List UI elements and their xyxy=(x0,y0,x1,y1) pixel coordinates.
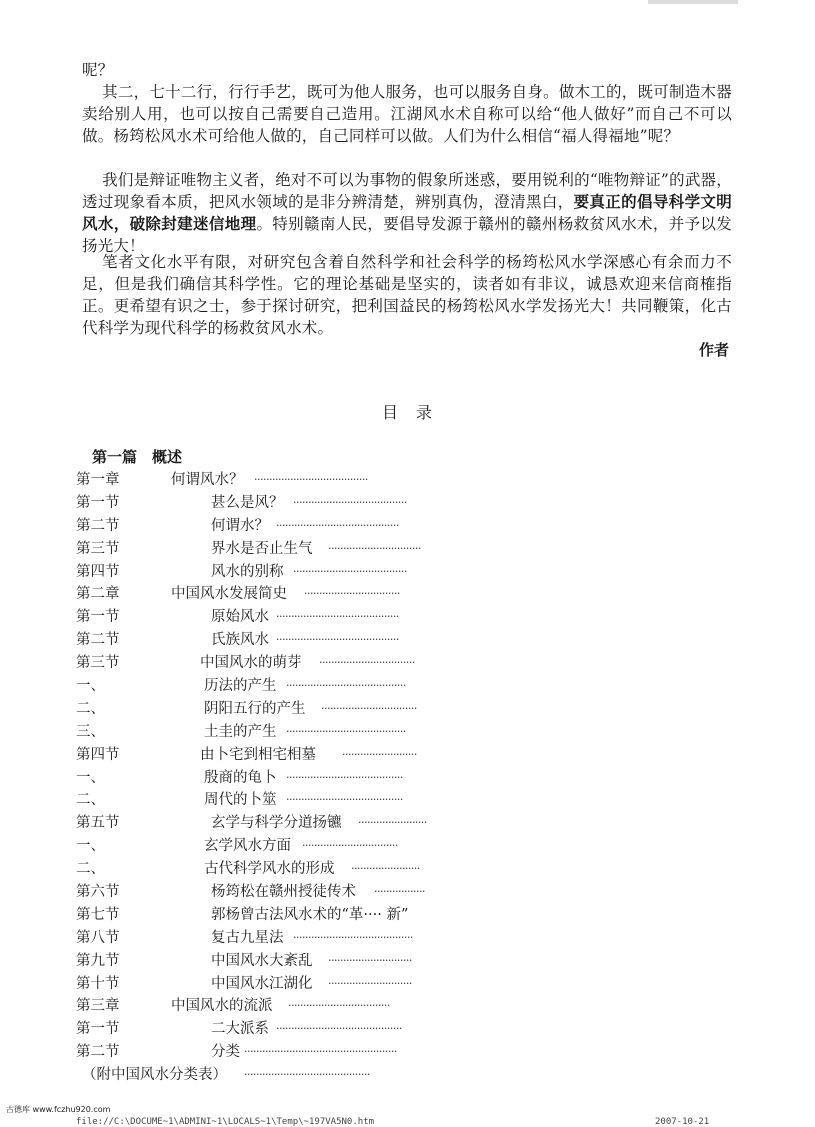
toc-entry-title: 中国风水的萌芽 xyxy=(200,655,302,672)
toc-label: 一、 xyxy=(76,678,105,695)
toc-entry-title: 中国风水大紊乱 xyxy=(211,952,313,969)
toc-row[interactable] xyxy=(76,538,796,561)
paragraph-2-emphasis: 要真正的倡导科学文明风水，破除封建迷信地理 xyxy=(82,193,732,233)
toc-row[interactable] xyxy=(76,652,796,675)
toc-entry-title: 甚么是风？ xyxy=(211,494,284,511)
paragraph-2-end: 。特别赣南人民，要倡导发源于赣州的赣州杨救贫风水术，并予以发扬光大！ xyxy=(82,215,732,255)
toc-leader-dots: ···························· xyxy=(328,976,412,990)
toc-label: 一、 xyxy=(76,769,105,786)
toc-leader-dots: ······································ xyxy=(293,564,407,578)
toc-row[interactable] xyxy=(76,583,796,606)
toc-entry-title: 何谓水？ xyxy=(211,517,269,534)
toc-row[interactable] xyxy=(76,812,796,835)
toc-row[interactable] xyxy=(76,1041,796,1064)
toc-row[interactable] xyxy=(76,675,796,698)
paragraph-2-start: 我们是辩证唯物主义者，绝对不可以为事物的假象所迷惑，要用锐利的“唯物辩证”的武器，透过现象看本质，把风水领域的是非分辨清楚，辨别真伪，澄清黑白， xyxy=(82,171,732,211)
toc-label: 第二节 xyxy=(76,1044,120,1061)
paragraph-2 xyxy=(82,169,732,257)
toc-row[interactable] xyxy=(76,561,796,584)
toc-leader-dots: ······································ xyxy=(254,473,368,486)
toc-label: 三、 xyxy=(76,723,105,740)
toc-entry-title: 二大派系 xyxy=(211,1021,269,1038)
part-title: 第一篇 概述 xyxy=(92,448,183,466)
toc-label: 第二章 xyxy=(76,586,120,603)
toc-leader-dots: ········································ xyxy=(286,679,406,693)
toc-leader-dots: ································ xyxy=(302,839,398,853)
toc-row[interactable] xyxy=(76,515,796,538)
toc-label: 第八节 xyxy=(76,929,120,946)
toc-entry-title: 氏族风水 xyxy=(211,632,269,649)
toc-label: 第一章 xyxy=(76,472,120,488)
toc-leader-dots: ········································· xyxy=(276,518,399,532)
author-signature: 作者 xyxy=(698,341,729,359)
toc-entry-title: 郭杨曾古法风水术的“革···· 新” xyxy=(211,906,409,923)
toc-row[interactable] xyxy=(76,950,796,973)
toc-label: （附中国风水分类表） xyxy=(82,1067,227,1084)
toc-row[interactable] xyxy=(76,721,796,744)
toc-entry-title: 土圭的产生 xyxy=(204,723,277,740)
toc-leader-dots: ······························· xyxy=(328,541,421,555)
toc-label: 第一节 xyxy=(76,1021,120,1038)
toc-row[interactable] xyxy=(76,744,796,767)
toc-row[interactable] xyxy=(76,1064,796,1087)
toc-leader-dots: ·········································· xyxy=(276,1022,402,1036)
toc-leader-dots: ········································· xyxy=(276,610,399,624)
toc-leader-dots: ······································ xyxy=(293,495,407,509)
toc-row[interactable] xyxy=(76,927,796,950)
toc-entry-title: 阴阳五行的产生 xyxy=(204,700,306,717)
toc-entry-title: 界水是否止生气 xyxy=(211,540,313,557)
toc-entry-title: 杨筠松在赣州授徒传术 xyxy=(211,884,356,901)
toc-leader-dots: ························· xyxy=(342,747,417,761)
toc-leader-dots: ········································ xyxy=(286,724,406,738)
toc-leader-dots: ········································ xyxy=(293,930,413,944)
toc-entry-title: 何谓风水？ xyxy=(171,472,244,488)
toc-label: 第二节 xyxy=(76,517,120,534)
toc-leader-dots: ································ xyxy=(304,587,400,601)
toc-entry-title: 由卜宅到相宅相墓 xyxy=(200,746,316,763)
toc-entry-title: 原始风水 xyxy=(211,609,269,626)
toc-title: 目 录 xyxy=(381,403,433,422)
toc-entry-title: 风水的别称 xyxy=(211,563,284,580)
toc-label: 第六节 xyxy=(76,884,120,901)
toc-label: 第二节 xyxy=(76,632,120,649)
toc-label: 二、 xyxy=(76,700,105,717)
toc-leader-dots: ································ xyxy=(319,656,415,670)
toc-leader-dots: ······················· xyxy=(351,862,420,876)
toc-leader-dots: ················· xyxy=(374,885,425,899)
toc-label: 二、 xyxy=(76,792,105,809)
toc-entry-title: 玄学与科学分道扬镳 xyxy=(211,815,342,832)
toc-entry-title: 中国风水发展简史 xyxy=(171,586,287,603)
paragraph-1: 其二，七十二行，行行手艺，既可为他人服务，也可以服务自身。做木工的，既可制造木器卖给别人用，也可以按自己需要自己造用。江湖风水术自称可以给“他人做好”而自己不可以做。杨筠松风水术可给他人做的，自己同样可以做。人们为什么相信“福人得福地”呢？ xyxy=(82,83,732,145)
toc-entry-title: 历法的产生 xyxy=(204,678,277,695)
paragraph-3: 笔者文化水平有限，对研究包含着自然科学和社会科学的杨筠松风水学深感心有余而力不足，但是我们确信其科学性。它的理论基础是坚实的，读者如有非议，诚恳欢迎来信商榷指正。更希望有识之士，参于探讨研究，把利国益民的杨筠松风水学发扬光大！共同鞭策，化古代科学为现代科学的杨救贫风水术。 xyxy=(82,253,732,337)
toc-label: 二、 xyxy=(76,861,105,878)
toc-label: 第十节 xyxy=(76,975,120,992)
toc-leader-dots: ······································· xyxy=(286,793,403,807)
toc-leader-dots: ··················································· xyxy=(244,1045,397,1059)
toc-leader-dots: ······································· xyxy=(286,770,403,784)
toc-entry-title: 复古九星法 xyxy=(211,929,284,946)
toc-label: 第七节 xyxy=(76,906,120,923)
toc-label: 第四节 xyxy=(76,563,120,580)
toc-entry-title: 殷商的龟卜 xyxy=(204,769,277,786)
footer-site-logo: 古德库 www.fczhu920.com xyxy=(6,1105,111,1114)
toc-label: 第五节 xyxy=(76,815,120,832)
toc-row[interactable] xyxy=(76,1018,796,1041)
toc-leader-dots: ········································· xyxy=(276,633,399,647)
toc-entry-title: 中国风水江湖化 xyxy=(211,975,313,992)
toc-label: 一、 xyxy=(76,838,105,855)
toc-row[interactable] xyxy=(76,492,796,515)
toc-row[interactable] xyxy=(76,904,796,927)
toc-label: 第一节 xyxy=(76,609,120,626)
toc-label: 第三节 xyxy=(76,655,120,672)
toc-entry-title: 玄学风水方面 xyxy=(204,838,291,855)
paragraph-continuation: 呢？ xyxy=(82,61,114,79)
toc-leader-dots: ···························· xyxy=(328,953,412,967)
table-of-contents xyxy=(76,469,796,1087)
toc-label: 第三章 xyxy=(76,998,120,1015)
toc-row[interactable] xyxy=(76,469,796,492)
toc-label: 第九节 xyxy=(76,952,120,969)
toc-row[interactable] xyxy=(76,835,796,858)
toc-row[interactable] xyxy=(76,698,796,721)
toc-entry-title: 分类 xyxy=(211,1044,240,1061)
toc-row[interactable] xyxy=(76,881,796,904)
toc-leader-dots: ································ xyxy=(321,701,417,715)
toc-label: 第四节 xyxy=(76,746,120,763)
toc-entry-title: 周代的卜筮 xyxy=(204,792,277,809)
toc-row[interactable] xyxy=(76,858,796,881)
toc-leader-dots: ·································· xyxy=(288,999,390,1013)
toc-leader-dots: ······················· xyxy=(358,816,427,830)
toc-row[interactable] xyxy=(76,606,796,629)
toc-label: 第一节 xyxy=(76,494,120,511)
toc-label: 第三节 xyxy=(76,540,120,557)
toc-row[interactable] xyxy=(76,629,796,652)
toc-entry-title: 中国风水的流派 xyxy=(171,998,273,1015)
footer-date: 2007-10-21 xyxy=(655,1117,710,1127)
top-edge-bar xyxy=(648,0,738,4)
toc-entry-title: 古代科学风水的形成 xyxy=(204,861,335,878)
toc-leader-dots: ·········································· xyxy=(244,1068,370,1082)
toc-row[interactable] xyxy=(76,767,796,790)
toc-row[interactable] xyxy=(76,789,796,812)
toc-row[interactable] xyxy=(76,995,796,1018)
footer-file-path: file://C:\DOCUME~1\ADMINI~1\LOCALS~1\Temp\~197VA5N0.htm xyxy=(76,1117,375,1127)
toc-row[interactable] xyxy=(76,973,796,996)
